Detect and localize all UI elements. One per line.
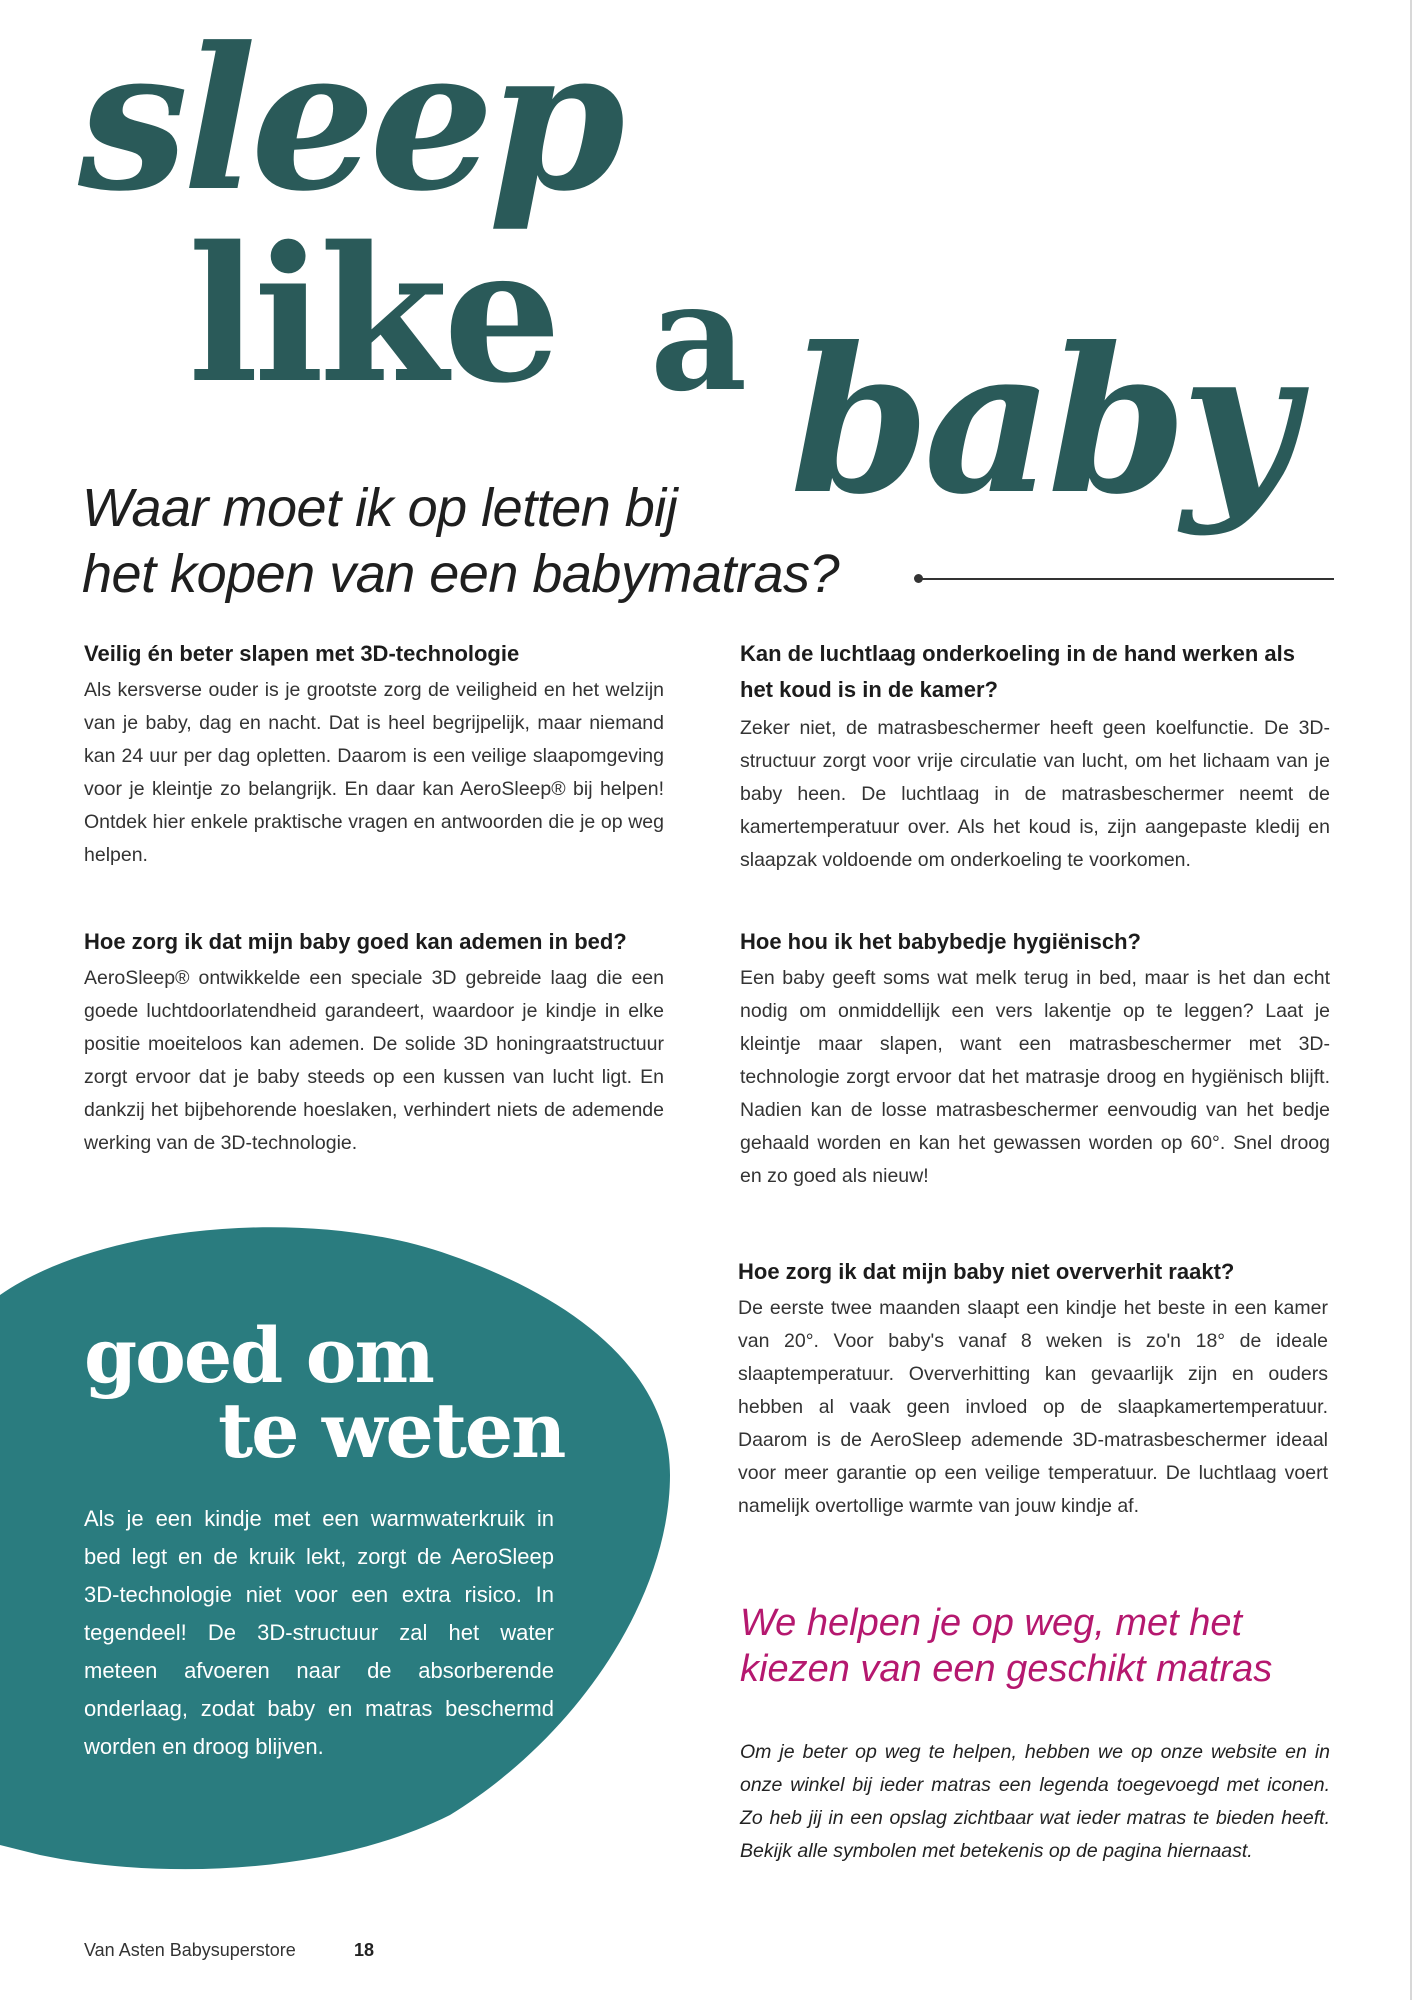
footer-brand: Van Asten Babysuperstore xyxy=(84,1940,296,1960)
section-safe-sleep xyxy=(84,638,664,872)
hero-word-baby: baby xyxy=(790,304,1292,539)
section-heading: Hoe zorg ik dat mijn baby niet oververhit raakt? xyxy=(738,1259,1235,1284)
subtitle-line-2: het kopen van een babymatras? xyxy=(82,544,840,604)
hero-word-sleep: sleep xyxy=(78,5,620,235)
subtitle-rule xyxy=(920,578,1334,580)
section-body: Als kersverse ouder is je grootste zorg de veiligheid en het welzijn van je baby, dag en nacht. Dat is heel begrijpelijk, maar niemand kan 24 uur per dag opletten. Daarom is een veilige slaapomgeving voor je kleintje zo belangrijk. En daar kan AeroSleep® bij helpen! Ontdek hier enkele praktische vragen en antwoorden die je op weg helpen. xyxy=(84,679,664,866)
page-subtitle xyxy=(82,475,839,607)
callout-title: We helpen je op weg, met het kiezen van een geschikt matras xyxy=(740,1602,1273,1690)
hero-word-like: like xyxy=(188,205,557,424)
section-body: Een baby geeft soms wat melk terug in bed, maar is het dan echt nodig om onmiddellijk een vers lakentje op te leggen? Laat je kleintje maar slapen, want een matrasbeschermer met 3D-technologie zorgt ervoor dat het matrasje droog en hygiënisch blijft. Nadien kan de losse matrasbeschermer eenvoudig van het bedje gehaald worden en kan het gewassen worden op 60°. Snel droog en zo goed als nieuw! xyxy=(740,967,1330,1187)
subtitle-line-1: Waar moet ik op letten bij xyxy=(82,478,678,538)
callout-body: Om je beter op weg te helpen, hebben we op onze website en in onze winkel bij ieder matras een legenda toegevoegd met iconen. Zo heb jij in een opslag zichtbaar wat ieder matras te bieden heeft. Bekijk alle symbolen met betekenis op de pagina hiernaast. xyxy=(740,1741,1330,1862)
section-body: AeroSleep® ontwikkelde een speciale 3D gebreide laag die een goede luchtdoorlatendheid garandeert, waardoor je kindje in elke positie moeiteloos kan ademen. De solide 3D honingraatstructuur zorgt ervoor dat je baby steeds op een kussen van lucht ligt. En dankzij het bijbehorende hoeslaken, verhindert niets de ademende werking van de 3D-technologie. xyxy=(84,967,664,1154)
hero-word-a: a xyxy=(650,249,748,425)
page-number: 18 xyxy=(354,1940,375,1960)
section-body: De eerste twee maanden slaapt een kindje het beste in een kamer van 20°. Voor baby's vanaf 8 weken is zo'n 18° de ideale slaaptemperatuur. Oververhitting kan gevaarlijk zijn en ouders hebben al vaak geen invloed op de slaapkamertemperatuur. Daarom is de AeroSleep ademende 3D-matrasbeschermer ideaal voor meer garantie op een veilige temperatuur. De luchtlaag voert namelijk overtollige warmte van jouw kindje af. xyxy=(738,1297,1328,1517)
section-body: Zeker niet, de matrasbeschermer heeft geen koelfunctie. De 3D-structuur zorgt voor vrije circulatie van lucht, om het lichaam van je baby heen. De luchtlaag in de matrasbeschermer neemt de kamertemperatuur over. Als het koud is, zijn aangepaste kledij en slaapzak voldoende om onderkoeling te voorkomen. xyxy=(740,717,1330,871)
section-heading: Hoe hou ik het babybedje hygiënisch? xyxy=(740,929,1141,954)
section-breathing xyxy=(84,926,664,1160)
section-hygiene xyxy=(740,926,1330,1193)
good-to-know-body: Als je een kindje met een warmwaterkruik in bed legt en de kruik lekt, zorgt de AeroSleep 3D-technologie niet voor een extra risico. In tegendeel! De 3D-structuur zal het water meteen afvoeren naar de absorberende onderlaag, zodat baby en matras beschermd worden en droog blijven. xyxy=(84,1506,554,1759)
good-to-know-title-line-1: goed om xyxy=(84,1311,433,1400)
page-edge-line xyxy=(1410,0,1412,2000)
section-heading: Veilig én beter slapen met 3D-technologie xyxy=(84,641,520,666)
section-hypothermia xyxy=(740,636,1330,877)
good-to-know-title-line-2: te weten xyxy=(218,1386,565,1475)
section-heading: Hoe zorg ik dat mijn baby goed kan ademen in bed? xyxy=(84,929,627,954)
section-heading: Kan de luchtlaag onderkoeling in de hand werken als het koud is in de kamer? xyxy=(740,641,1296,702)
section-overheating xyxy=(738,1256,1328,1523)
